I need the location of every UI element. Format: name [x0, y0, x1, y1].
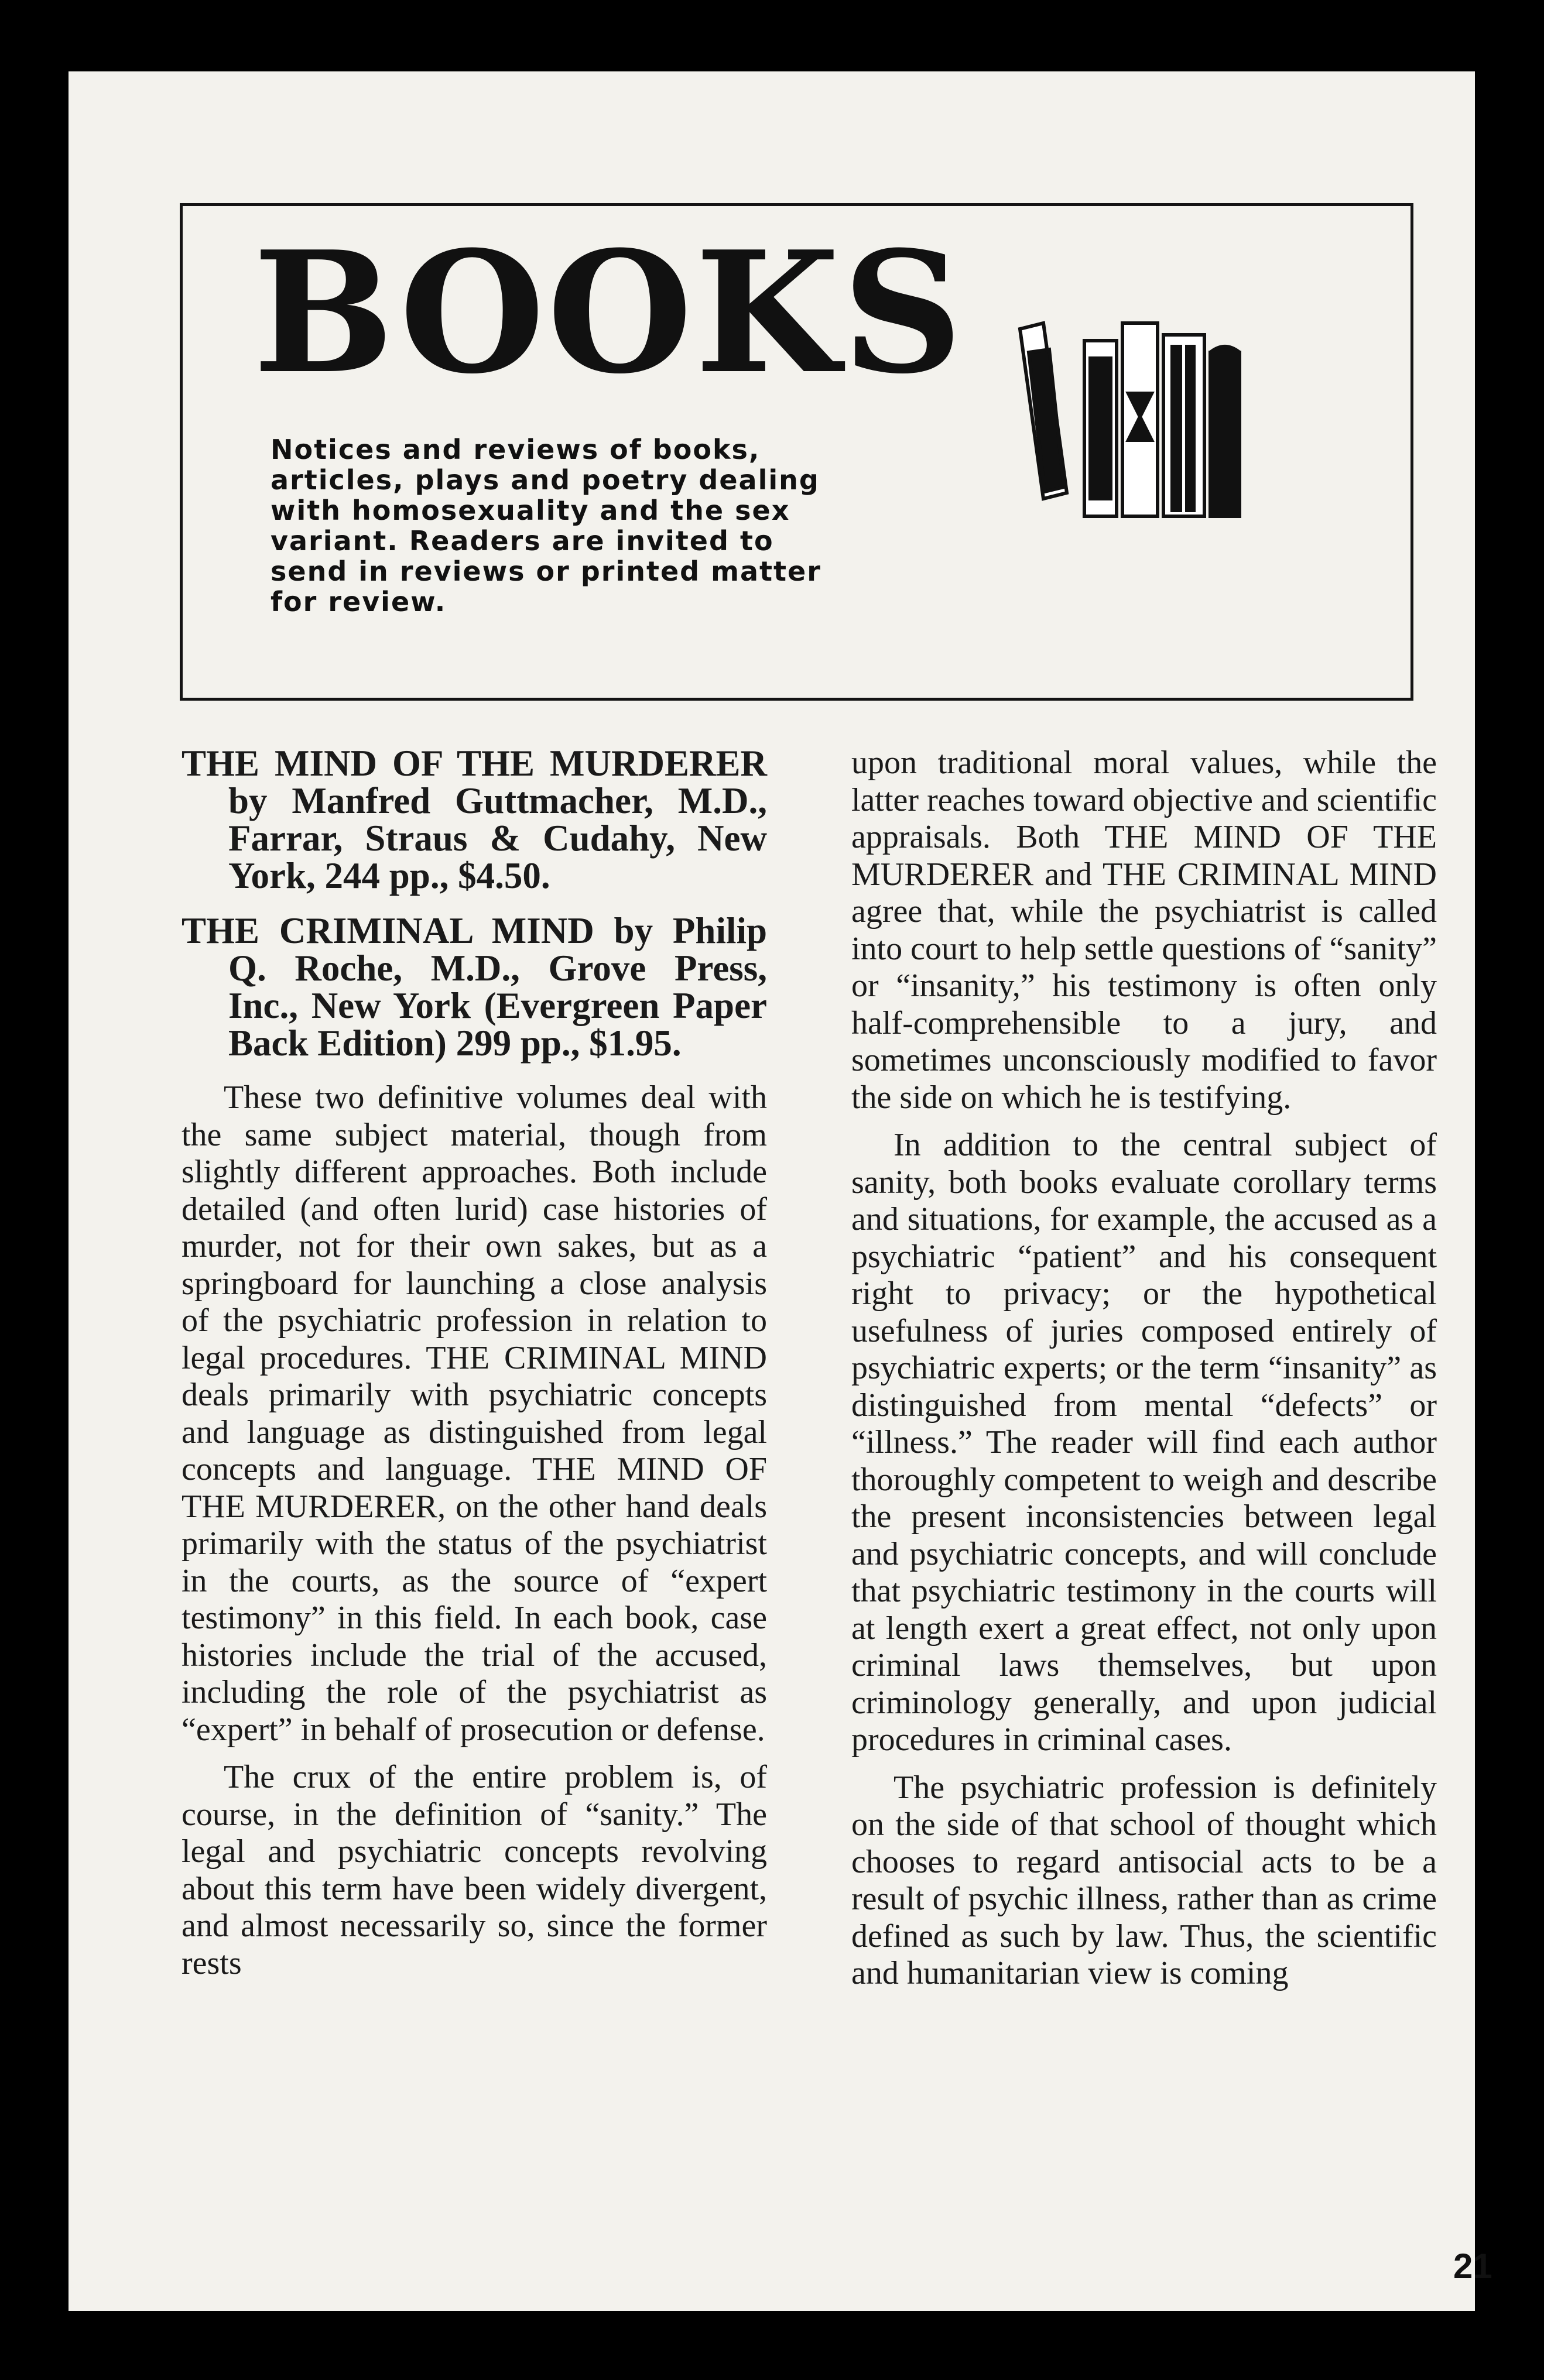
body-paragraph: upon traditional moral values, while the latter reaches toward objective and scientific appraisals. Both THE MIND OF THE MURDERER and THE CRIMINAL MIND agree that, while the psychiatrist is called into court to help settle questions of “sanity” or “insanity,” his testimony is often only half-comprehensible to a jury, and sometimes unconsciously modified to favor the side on which he is testifying.	[851, 745, 1437, 1116]
magazine-page	[69, 71, 1492, 2311]
left-column	[182, 745, 767, 1993]
page-number: 21	[1453, 2247, 1492, 2286]
section-header	[180, 203, 1413, 701]
body-paragraph: These two definitive volumes deal with the same subject material, though from slightly different approaches. Both include detailed (and often lurid) case histories of murder, not for their own sakes, but as a springboard for launching a close analysis of the psychiatric profession in relation to legal procedures. THE CRIMINAL MIND deals primarily with psychiatric concepts and language as distinguished from legal concepts and language. THE MIND OF THE MURDERER, on the other hand deals primarily with the status of the psychiatrist in the courts, as the source of “expert testimony” in this field. In each book, case histories include the trial of the accused, including the role of the psychiatrist as “expert” in behalf of prosecution or defense.	[182, 1079, 767, 1748]
section-description: Notices and reviews of books, articles, plays and poetry dealing with homosexuality and the sex variant. Readers are invited to send in reviews or printed matter for review.	[271, 434, 821, 618]
book-citation: THE MIND OF THE MURDERER by Manfred Guttmacher, M.D., Farrar, Straus & Cudahy, New York, 244 pp., $4.50.	[182, 743, 767, 896]
body-paragraph: The crux of the entire problem is, of course, in the definition of “sanity.” The legal and psychiatric concepts revolving about this term have been widely divergent, and almost necessarily so, since the former rests	[182, 1759, 767, 1981]
section-title: BOOKS	[253, 215, 966, 411]
book-citation: THE CRIMINAL MIND by Philip Q. Roche, M.D., Grove Press, Inc., New York (Evergreen Paper Back Edition) 299 pp., $1.95.	[182, 910, 767, 1064]
body-paragraph: In addition to the central subject of sanity, both books evaluate corollary terms and situations, for example, the accused as a psychiatric “patient” and his consequent right to privacy; or the hypothetical usefulness of juries composed entirely of psychiatric experts; or the term “insanity” as distinguished from mental “defects” or “illness.” The reader will find each author thoroughly competent to weigh and describe the present inconsistencies between legal and psychiatric concepts, and will conclude that psychiatric testimony in the courts will at length exert a great effect, not only upon criminal laws themselves, but upon criminology generally, and upon judicial procedures in criminal cases.	[851, 1127, 1437, 1758]
body-paragraph: The psychiatric profession is definitely on the side of that school of thought which chooses to regard antisocial acts to be a result of psychic illness, rather than as crime defined as such by law. Thus, the scientific and humanitarian view is coming	[851, 1769, 1437, 1991]
right-column	[851, 745, 1437, 2003]
books-on-shelf-icon	[1008, 306, 1248, 557]
